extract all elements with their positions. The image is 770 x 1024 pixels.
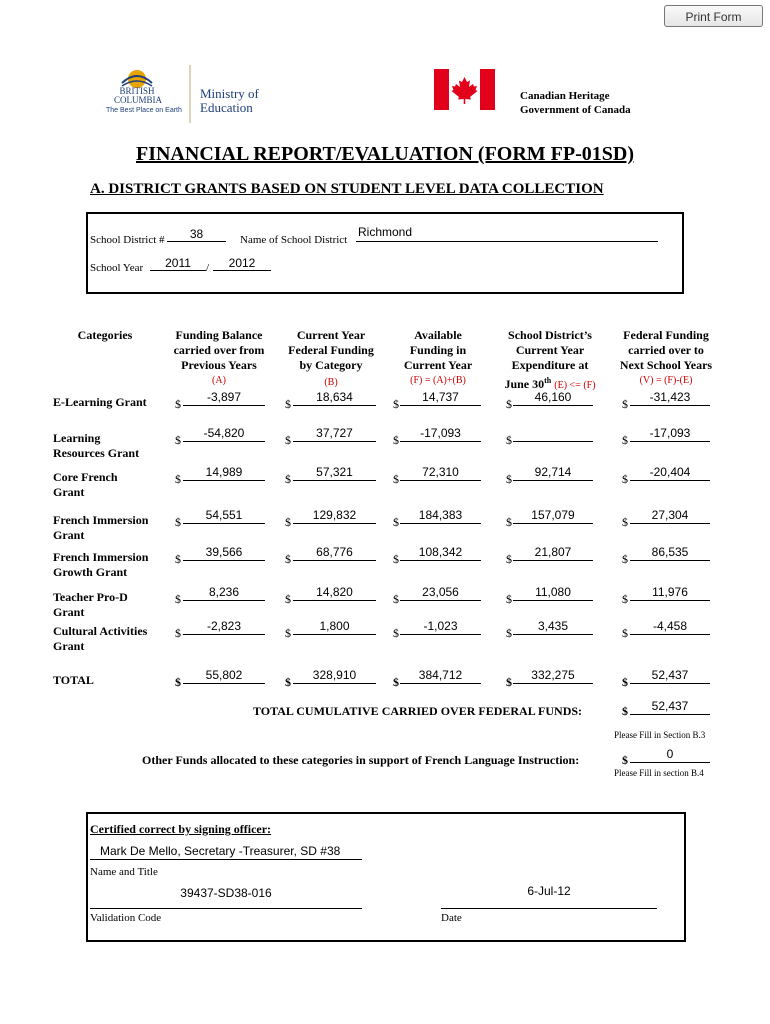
- logo-tagline: The Best Place on Earth: [106, 107, 182, 114]
- amount-field-b[interactable]: 18,634: [293, 391, 376, 406]
- amount-field-b[interactable]: 14,820: [293, 586, 376, 601]
- amount-field-e[interactable]: 21,807: [513, 546, 593, 561]
- heritage-line2: Government of Canada: [520, 104, 631, 116]
- dollar-sign: $: [393, 592, 399, 606]
- cert-heading: Certified correct by signing officer:: [90, 822, 272, 836]
- amount-field-e[interactable]: 332,275: [513, 669, 593, 684]
- cumulative-label: TOTAL CUMULATIVE CARRIED OVER FEDERAL FUNDS:: [253, 704, 583, 718]
- amount-field-e[interactable]: 3,435: [513, 620, 593, 635]
- row-category-label: Core French Grant: [53, 470, 118, 499]
- dollar-sign: $: [175, 552, 181, 566]
- dollar-sign: $: [393, 397, 399, 411]
- amount-field-a[interactable]: 54,551: [183, 509, 265, 524]
- amount-field-f[interactable]: 184,383: [400, 509, 481, 524]
- dollar-sign: $: [393, 515, 399, 529]
- amount-field-e[interactable]: 46,160: [513, 391, 593, 406]
- col-header-a: Funding Balance carried over from Previous Years (A): [173, 328, 265, 386]
- categories-header: Categories: [77, 328, 133, 342]
- amount-field-e[interactable]: 92,714: [513, 466, 593, 481]
- amount-field-v[interactable]: 86,535: [630, 546, 710, 561]
- amount-field-f[interactable]: -1,023: [400, 620, 481, 635]
- ministry-line1: Ministry of: [200, 86, 259, 101]
- dollar-sign: $: [285, 592, 291, 606]
- amount-field-a[interactable]: -3,897: [183, 391, 265, 406]
- dollar-sign: $: [393, 552, 399, 566]
- row-category-label: TOTAL: [53, 673, 94, 687]
- logo-line1: BRITISH: [119, 86, 155, 96]
- row-category-label: French Immersion Growth Grant: [53, 550, 149, 579]
- amount-field-b[interactable]: 68,776: [293, 546, 376, 561]
- date-field[interactable]: 6-Jul-12: [441, 882, 657, 909]
- cumulative-note: Please Fill in Section B.3: [614, 730, 706, 740]
- dollar-sign: $: [393, 626, 399, 640]
- school-year-label: School Year: [90, 262, 144, 274]
- dollar-sign: $: [285, 397, 291, 411]
- dollar-sign: $: [175, 515, 181, 529]
- dollar-sign: $: [622, 515, 628, 529]
- amount-field-v[interactable]: -17,093: [630, 427, 710, 442]
- name-title-label: Name and Title: [90, 866, 158, 878]
- amount-field-v[interactable]: 27,304: [630, 509, 710, 524]
- logo-line2: COLUMBIA: [114, 95, 163, 105]
- row-category-label: Teacher Pro-D Grant: [53, 590, 128, 619]
- dollar-sign: $: [175, 472, 181, 486]
- amount-field-f[interactable]: 14,737: [400, 391, 481, 406]
- amount-field-b[interactable]: 1,800: [293, 620, 376, 635]
- dollar-sign: $: [622, 626, 628, 640]
- page-title: FINANCIAL REPORT/EVALUATION (FORM FP-01SD): [135, 143, 635, 165]
- dollar-sign: $: [506, 472, 512, 486]
- amount-field-a[interactable]: 55,802: [183, 669, 265, 684]
- other-funds-value-field[interactable]: 0: [630, 748, 710, 763]
- amount-field-v[interactable]: 52,437: [630, 669, 710, 684]
- dollar-sign: $: [506, 626, 512, 640]
- amount-field-a[interactable]: 39,566: [183, 546, 265, 561]
- row-category-label: Learning Resources Grant: [53, 431, 140, 460]
- amount-field-a[interactable]: 14,989: [183, 466, 265, 481]
- dollar-sign: $: [175, 397, 181, 411]
- dollar-sign: $: [622, 675, 628, 689]
- dollar-sign: $: [175, 592, 181, 606]
- col-header-v: Federal Funding carried over to Next School Years (V) = (F)-(E): [619, 328, 713, 386]
- amount-field-b[interactable]: 57,321: [293, 466, 376, 481]
- year-separator: /: [206, 262, 210, 274]
- amount-field-a[interactable]: 8,236: [183, 586, 265, 601]
- dollar-sign: $: [622, 472, 628, 486]
- col-header-e: School District’s Current Year Expenditure at June 30th (E) <= (F): [504, 328, 596, 391]
- signing-officer-name-field[interactable]: Mark De Mello, Secretary -Treasurer, SD #38: [90, 844, 362, 860]
- dollar-sign: $: [393, 433, 399, 447]
- district-name-label: Name of School District: [240, 234, 348, 246]
- col-header-b: Current Year Federal Funding by Category (B): [288, 328, 374, 388]
- district-name-field[interactable]: Richmond: [356, 225, 658, 242]
- amount-field-e[interactable]: 157,079: [513, 509, 593, 524]
- amount-field-a[interactable]: -54,820: [183, 427, 265, 442]
- date-label: Date: [441, 912, 462, 924]
- dollar-sign: $: [506, 515, 512, 529]
- dollar-sign: $: [285, 472, 291, 486]
- dollar-sign: $: [285, 552, 291, 566]
- ministry-line2: Education: [200, 100, 253, 115]
- school-year-start-field[interactable]: 2011: [150, 256, 206, 271]
- dollar-sign: $: [285, 433, 291, 447]
- dollar-sign: $: [285, 626, 291, 640]
- dollar-sign: $: [175, 626, 181, 640]
- dollar-sign: $: [506, 552, 512, 566]
- dollar-sign: $: [285, 515, 291, 529]
- other-funds-note: Please Fill in section B.4: [614, 768, 704, 778]
- canada-flag-icon: [434, 69, 495, 110]
- amount-field-v[interactable]: -4,458: [630, 620, 710, 635]
- dollar-sign: $: [393, 675, 399, 689]
- cumulative-value-field[interactable]: 52,437: [630, 700, 710, 715]
- dollar-sign: $: [393, 472, 399, 486]
- amount-field-f[interactable]: 72,310: [400, 466, 481, 481]
- amount-field-v[interactable]: -31,423: [630, 391, 710, 406]
- dollar-sign: $: [506, 397, 512, 411]
- section-a-heading: A. DISTRICT GRANTS BASED ON STUDENT LEVEL DATA COLLECTION: [90, 181, 604, 197]
- amount-field-f[interactable]: 384,712: [400, 669, 481, 684]
- bc-ministry-logo: [92, 61, 282, 129]
- dollar-sign: $: [285, 675, 291, 689]
- amount-field-f[interactable]: 108,342: [400, 546, 481, 561]
- amount-field-e[interactable]: [513, 427, 593, 442]
- col-header-f: Available Funding in Current Year (F) = (A)+(B): [403, 328, 473, 386]
- amount-field-v[interactable]: 11,976: [630, 586, 710, 601]
- district-number-label: School District #: [90, 234, 165, 246]
- district-number-field[interactable]: 38: [167, 227, 226, 242]
- dollar-sign: $: [622, 397, 628, 411]
- dollar-sign: $: [622, 433, 628, 447]
- row-category-label: E-Learning Grant: [53, 395, 147, 409]
- school-year-end-field[interactable]: 2012: [213, 256, 271, 271]
- other-funds-label: Other Funds allocated to these categories in support of French Language Instruction:: [142, 753, 580, 767]
- amount-field-f[interactable]: -17,093: [400, 427, 481, 442]
- cumulative-dollar: $: [622, 704, 628, 718]
- amount-field-f[interactable]: 23,056: [400, 586, 481, 601]
- dollar-sign: $: [175, 675, 181, 689]
- amount-field-b[interactable]: 129,832: [293, 509, 376, 524]
- other-funds-dollar: $: [622, 753, 628, 767]
- dollar-sign: $: [506, 433, 512, 447]
- print-form-button[interactable]: Print Form: [664, 5, 763, 27]
- amount-field-b[interactable]: 37,727: [293, 427, 376, 442]
- row-category-label: French Immersion Grant: [53, 513, 149, 542]
- dollar-sign: $: [175, 433, 181, 447]
- amount-field-b[interactable]: 328,910: [293, 669, 376, 684]
- dollar-sign: $: [622, 552, 628, 566]
- dollar-sign: $: [622, 592, 628, 606]
- dollar-sign: $: [506, 592, 512, 606]
- amount-field-v[interactable]: -20,404: [630, 466, 710, 481]
- validation-code-label: Validation Code: [90, 912, 162, 924]
- dollar-sign: $: [506, 675, 512, 689]
- row-category-label: Cultural Activities Grant: [53, 624, 148, 653]
- heritage-line1: Canadian Heritage: [520, 90, 610, 102]
- validation-code-field[interactable]: 39437-SD38-016: [90, 884, 362, 909]
- amount-field-a[interactable]: -2,823: [183, 620, 265, 635]
- amount-field-e[interactable]: 11,080: [513, 586, 593, 601]
